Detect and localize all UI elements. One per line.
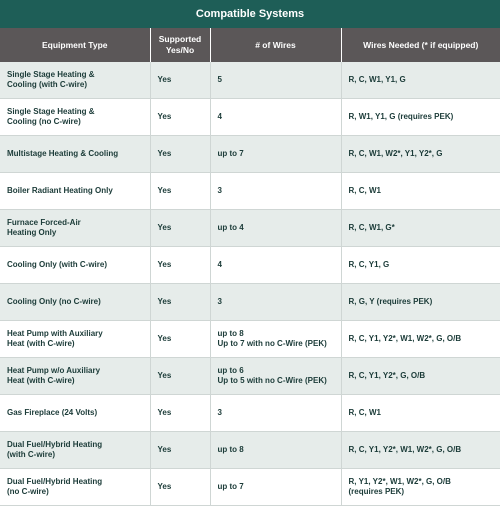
- cell-equipment-type: Heat Pump w/o Auxiliary Heat (with C-wire): [0, 358, 150, 395]
- cell-wires-needed: R, C, Y1, Y2*, G, O/B: [341, 358, 500, 395]
- header-num-wires: # of Wires: [210, 28, 341, 62]
- cell-equipment-type: Boiler Radiant Heating Only: [0, 173, 150, 210]
- cell-equipment-type: Single Stage Heating & Cooling (no C-wire): [0, 99, 150, 136]
- cell-num-wires: 3: [210, 395, 341, 432]
- cell-equipment-type: Heat Pump with Auxiliary Heat (with C-wire): [0, 321, 150, 358]
- cell-num-wires: up to 6 Up to 5 with no C-Wire (PEK): [210, 358, 341, 395]
- table-row: [0, 321, 500, 358]
- cell-num-wires: 3: [210, 284, 341, 321]
- cell-num-wires: up to 7: [210, 469, 341, 506]
- table-row: [0, 284, 500, 321]
- cell-num-wires: up to 4: [210, 210, 341, 247]
- header-wires-needed: Wires Needed (* if equipped): [341, 28, 500, 62]
- cell-supported: Yes: [150, 99, 210, 136]
- cell-equipment-type: Dual Fuel/Hybrid Heating (no C-wire): [0, 469, 150, 506]
- table-body: [0, 62, 500, 506]
- table-row: [0, 358, 500, 395]
- cell-supported: Yes: [150, 432, 210, 469]
- header-row: [0, 28, 500, 62]
- cell-equipment-type: Gas Fireplace (24 Volts): [0, 395, 150, 432]
- compatibility-table: [0, 28, 500, 506]
- cell-equipment-type: Furnace Forced-Air Heating Only: [0, 210, 150, 247]
- table-row: [0, 136, 500, 173]
- cell-supported: Yes: [150, 210, 210, 247]
- table-row: [0, 173, 500, 210]
- cell-num-wires: up to 8: [210, 432, 341, 469]
- cell-num-wires: 3: [210, 173, 341, 210]
- cell-num-wires: up to 7: [210, 136, 341, 173]
- cell-num-wires: up to 8 Up to 7 with no C-Wire (PEK): [210, 321, 341, 358]
- cell-supported: Yes: [150, 358, 210, 395]
- cell-supported: Yes: [150, 469, 210, 506]
- cell-supported: Yes: [150, 321, 210, 358]
- cell-wires-needed: R, C, Y1, G: [341, 247, 500, 284]
- cell-supported: Yes: [150, 136, 210, 173]
- cell-equipment-type: Cooling Only (with C-wire): [0, 247, 150, 284]
- cell-num-wires: 5: [210, 62, 341, 99]
- cell-wires-needed: R, W1, Y1, G (requires PEK): [341, 99, 500, 136]
- cell-wires-needed: R, C, W1: [341, 395, 500, 432]
- cell-supported: Yes: [150, 62, 210, 99]
- table-row: [0, 432, 500, 469]
- cell-equipment-type: Dual Fuel/Hybrid Heating (with C-wire): [0, 432, 150, 469]
- cell-supported: Yes: [150, 173, 210, 210]
- cell-supported: Yes: [150, 284, 210, 321]
- header-supported: Supported Yes/No: [150, 28, 210, 62]
- cell-num-wires: 4: [210, 247, 341, 284]
- cell-wires-needed: R, Y1, Y2*, W1, W2*, G, O/B (requires PEK): [341, 469, 500, 506]
- table-row: [0, 247, 500, 284]
- cell-equipment-type: Multistage Heating & Cooling: [0, 136, 150, 173]
- table-title: Compatible Systems: [0, 0, 500, 28]
- cell-wires-needed: R, C, W1, G*: [341, 210, 500, 247]
- table-row: [0, 62, 500, 99]
- cell-equipment-type: Cooling Only (no C-wire): [0, 284, 150, 321]
- cell-wires-needed: R, G, Y (requires PEK): [341, 284, 500, 321]
- header-equipment-type: Equipment Type: [0, 28, 150, 62]
- cell-wires-needed: R, C, Y1, Y2*, W1, W2*, G, O/B: [341, 321, 500, 358]
- table-row: [0, 99, 500, 136]
- cell-wires-needed: R, C, W1, W2*, Y1, Y2*, G: [341, 136, 500, 173]
- table-row: [0, 210, 500, 247]
- cell-wires-needed: R, C, W1: [341, 173, 500, 210]
- cell-supported: Yes: [150, 247, 210, 284]
- cell-wires-needed: R, C, W1, Y1, G: [341, 62, 500, 99]
- cell-supported: Yes: [150, 395, 210, 432]
- cell-equipment-type: Single Stage Heating & Cooling (with C-wire): [0, 62, 150, 99]
- cell-wires-needed: R, C, Y1, Y2*, W1, W2*, G, O/B: [341, 432, 500, 469]
- table-row: [0, 395, 500, 432]
- cell-num-wires: 4: [210, 99, 341, 136]
